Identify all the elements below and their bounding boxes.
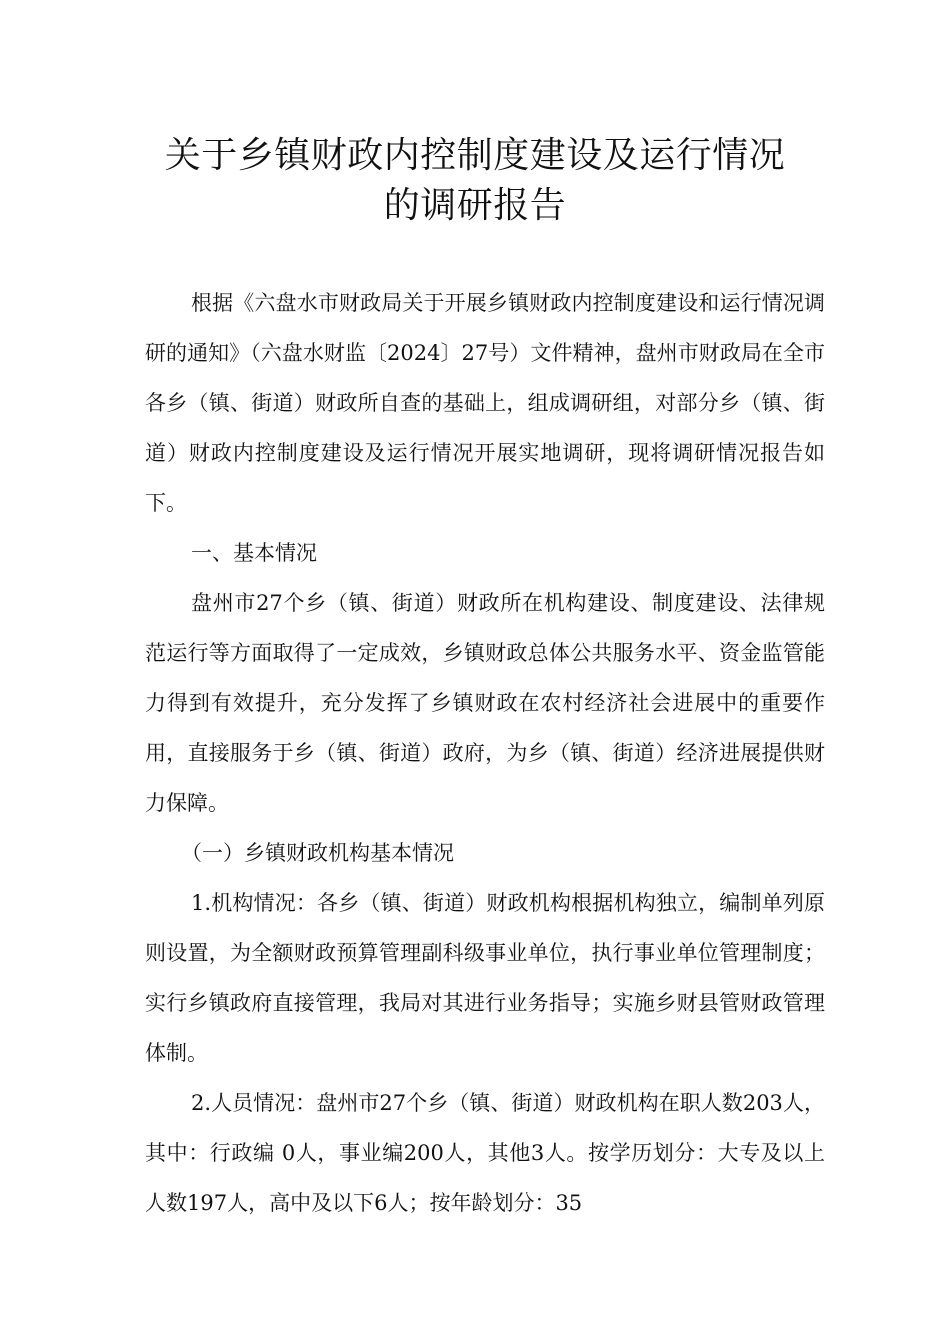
document-title-line-1: 关于乡镇财政内控制度建设及运行情况	[164, 135, 786, 176]
paragraph-institution-status: 1.机构情况：各乡（镇、街道）财政机构根据机构独立，编制单列原则设置，为全额财政预算管理副科级事业单位，执行事业单位管理制度；实行乡镇政府直接管理，我局对其进行业务指导；实施乡财县管财政管理体制。	[145, 891, 825, 1065]
document-body	[145, 278, 825, 1228]
document-title-line-2: 的调研报告	[383, 185, 567, 226]
paragraph-intro: 根据《六盘水市财政局关于开展乡镇财政内控制度建设和运行情况调研的通知》（六盘水财监〔2024〕27号）文件精神，盘州市财政局在全市各乡（镇、街道）财政所自查的基础上，组成调研组，对部分乡（镇、街道）财政内控制度建设及运行情况开展实地调研，现将调研情况报告如下。	[145, 291, 825, 515]
subsection-heading-institutions: （一）乡镇财政机构基本情况	[181, 841, 454, 865]
section-heading-basic-situation: 一、基本情况	[191, 541, 317, 565]
paragraph-basic-situation: 盘州市27个乡（镇、街道）财政所在机构建设、制度建设、法律规范运行等方面取得了一定成效，乡镇财政总体公共服务水平、资金监管能力得到有效提升，充分发挥了乡镇财政在农村经济社会进展中的重要作用，直接服务于乡（镇、街道）政府，为乡（镇、街道）经济进展提供财力保障。	[145, 591, 825, 815]
paragraph-staff-status: 2.人员情况：盘州市27个乡（镇、街道）财政机构在职人数203人，其中：行政编 0人，事业编200人，其他3人。按学历划分：大专及以上人数197人，高中及以下6人；按年龄划分：35	[145, 1091, 825, 1215]
